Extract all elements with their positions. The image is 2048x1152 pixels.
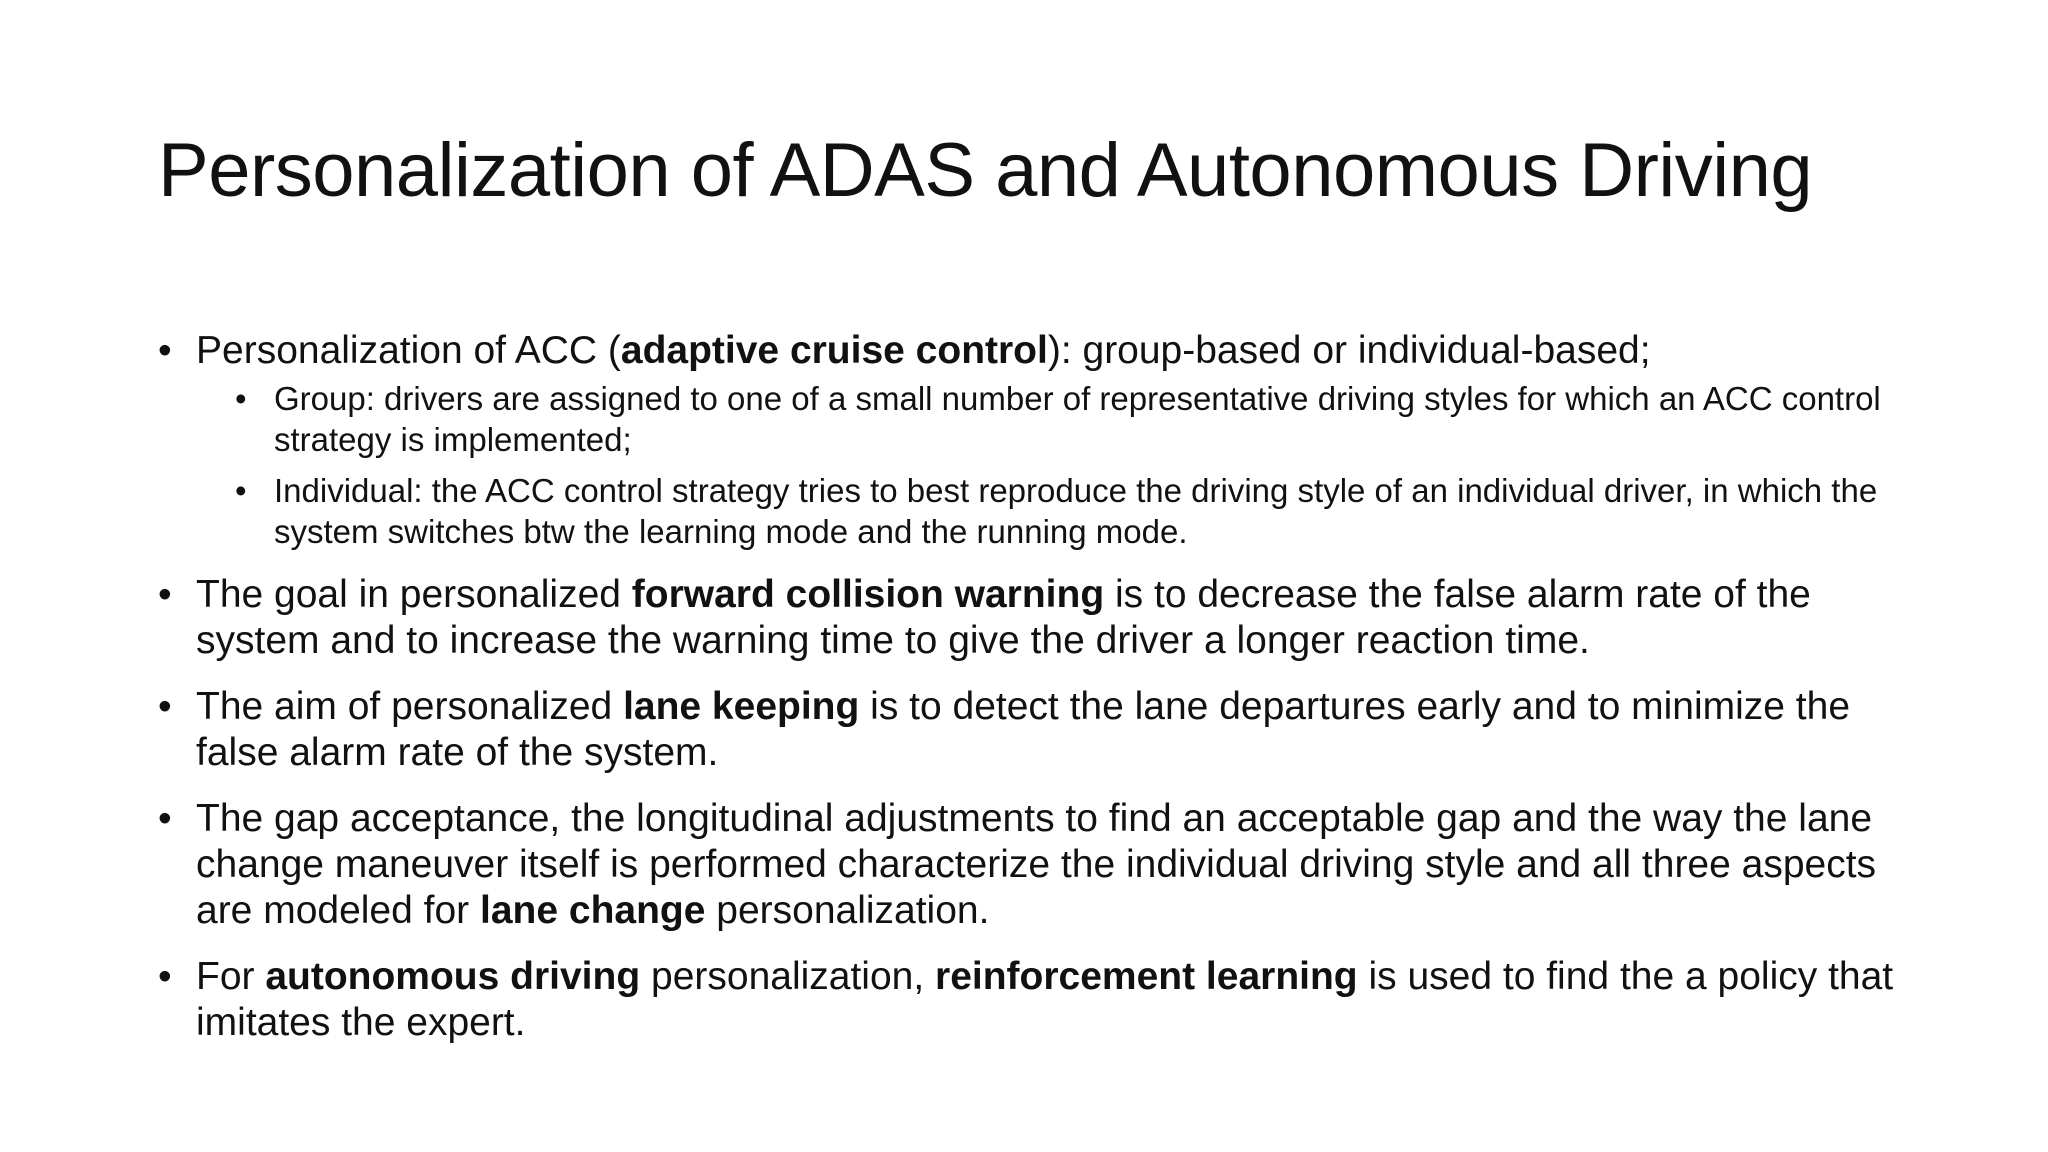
sub-bullet-list [196,378,1938,552]
bullet-item-lane-keeping [158,684,1938,776]
bullet-icon: • [158,797,172,840]
bullet-bold-term: lane change [480,889,706,932]
bullet-item-autonomous [158,954,1938,1046]
bullet-icon: • [158,573,172,616]
slide-body [158,328,1938,1066]
bullet-icon: • [158,955,172,998]
bullet-item-fcw [158,572,1938,664]
bullet-bold-term: lane keeping [623,685,860,728]
bullet-bold-term: reinforcement learning [935,955,1358,998]
bullet-text: For [196,955,266,998]
bullet-text: Personalization of ACC ( [196,329,621,372]
bullet-text: The aim of personalized [196,685,624,728]
bullet-text: ): group-based or individual-based; [1047,329,1651,372]
bullet-bold-term: forward collision warning [631,573,1105,616]
bullet-bold-term: autonomous driving [265,955,641,998]
sub-bullet-text: Individual: the ACC control strategy tries to best reproduce the driving style of an individual driver, in which the system switches btw the learning mode and the running mode. [274,472,1878,550]
sub-bullet-item-individual [235,470,1938,552]
bullet-icon: • [158,329,172,372]
bullet-text: is used to find the a policy that imitates the expert. [196,955,1894,1044]
bullet-text: The goal in personalized [196,573,632,616]
bullet-text: The gap acceptance, the longitudinal adjustments to find an acceptable gap and the way the lane change maneuver itself is performed characterize the individual driving style and all three aspects are modeled for [196,797,1877,932]
sub-bullet-item-group [235,378,1938,460]
bullet-item-lane-change [158,796,1938,934]
bullet-text: is to detect the lane departures early and to minimize the false alarm rate of the system. [196,685,1851,774]
bullet-list [158,328,1938,1046]
bullet-icon: • [158,685,172,728]
bullet-bold-term: adaptive cruise control [620,329,1048,372]
bullet-text: is to decrease the false alarm rate of the system and to increase the warning time to give the driver a longer reaction time. [196,573,1811,662]
bullet-text: personalization. [705,889,990,932]
bullet-item-acc [158,328,1938,552]
sub-bullet-text: Group: drivers are assigned to one of a small number of representative driving styles for which an ACC control strategy is implemented; [274,380,1881,458]
bullet-icon: • [235,472,247,509]
bullet-text: personalization, [640,955,936,998]
slide-title: Personalization of ADAS and Autonomous Driving [158,128,1813,213]
bullet-icon: • [235,380,247,417]
